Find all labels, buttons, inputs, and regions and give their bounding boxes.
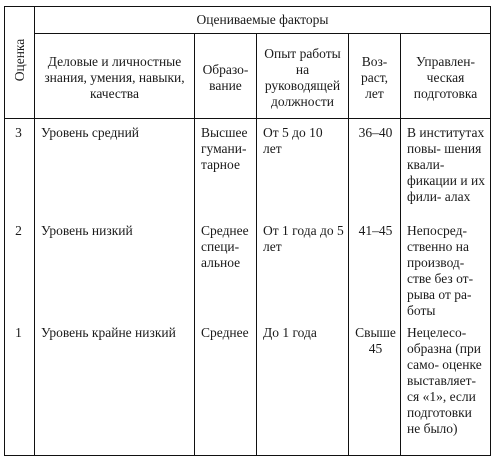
table-row: [5, 217, 491, 319]
table-row: [5, 319, 491, 456]
education-cell: Высшее гумани- тарное: [195, 119, 257, 218]
column-header-training: Управлен- ческая подготовка: [401, 34, 491, 119]
training-cell: Непосред- ственно на производ- стве без от- рыва от ра- боты: [401, 217, 491, 319]
training-cell: В институтах повы- шения квали- фикации и их фили- алах: [401, 119, 491, 218]
experience-cell: От 1 года до 5 лет: [257, 217, 349, 319]
column-header-age: Воз- раст, лет: [349, 34, 401, 119]
age-cell: 36–40: [349, 119, 401, 218]
qualities-cell: Уровень низкий: [35, 217, 195, 319]
experience-cell: От 5 до 10 лет: [257, 119, 349, 218]
column-header-education: Образо- вание: [195, 34, 257, 119]
score-cell: 2: [5, 217, 35, 319]
age-cell: 41–45: [349, 217, 401, 319]
column-header-experience: Опыт работы на руководящей должности: [257, 34, 349, 119]
assessment-table: [4, 6, 491, 456]
training-cell: Нецелесо- образна (при само- оценке выставляет- ся «1», если подготовки не было): [401, 319, 491, 456]
rating-header: [5, 7, 35, 119]
score-cell: 1: [5, 319, 35, 456]
age-cell: Свыше 45: [349, 319, 401, 456]
score-cell: 3: [5, 119, 35, 218]
qualities-cell: Уровень средний: [35, 119, 195, 218]
rating-header-label: Оценка: [11, 38, 27, 82]
table-row: [5, 119, 491, 218]
column-header-qualities: Деловые и личностные знания, умения, навыки, качества: [35, 34, 195, 119]
experience-cell: До 1 года: [257, 319, 349, 456]
qualities-cell: Уровень крайне низкий: [35, 319, 195, 456]
factors-group-header: Оцениваемые факторы: [35, 7, 491, 34]
education-cell: Среднее специ- альное: [195, 217, 257, 319]
education-cell: Среднее: [195, 319, 257, 456]
